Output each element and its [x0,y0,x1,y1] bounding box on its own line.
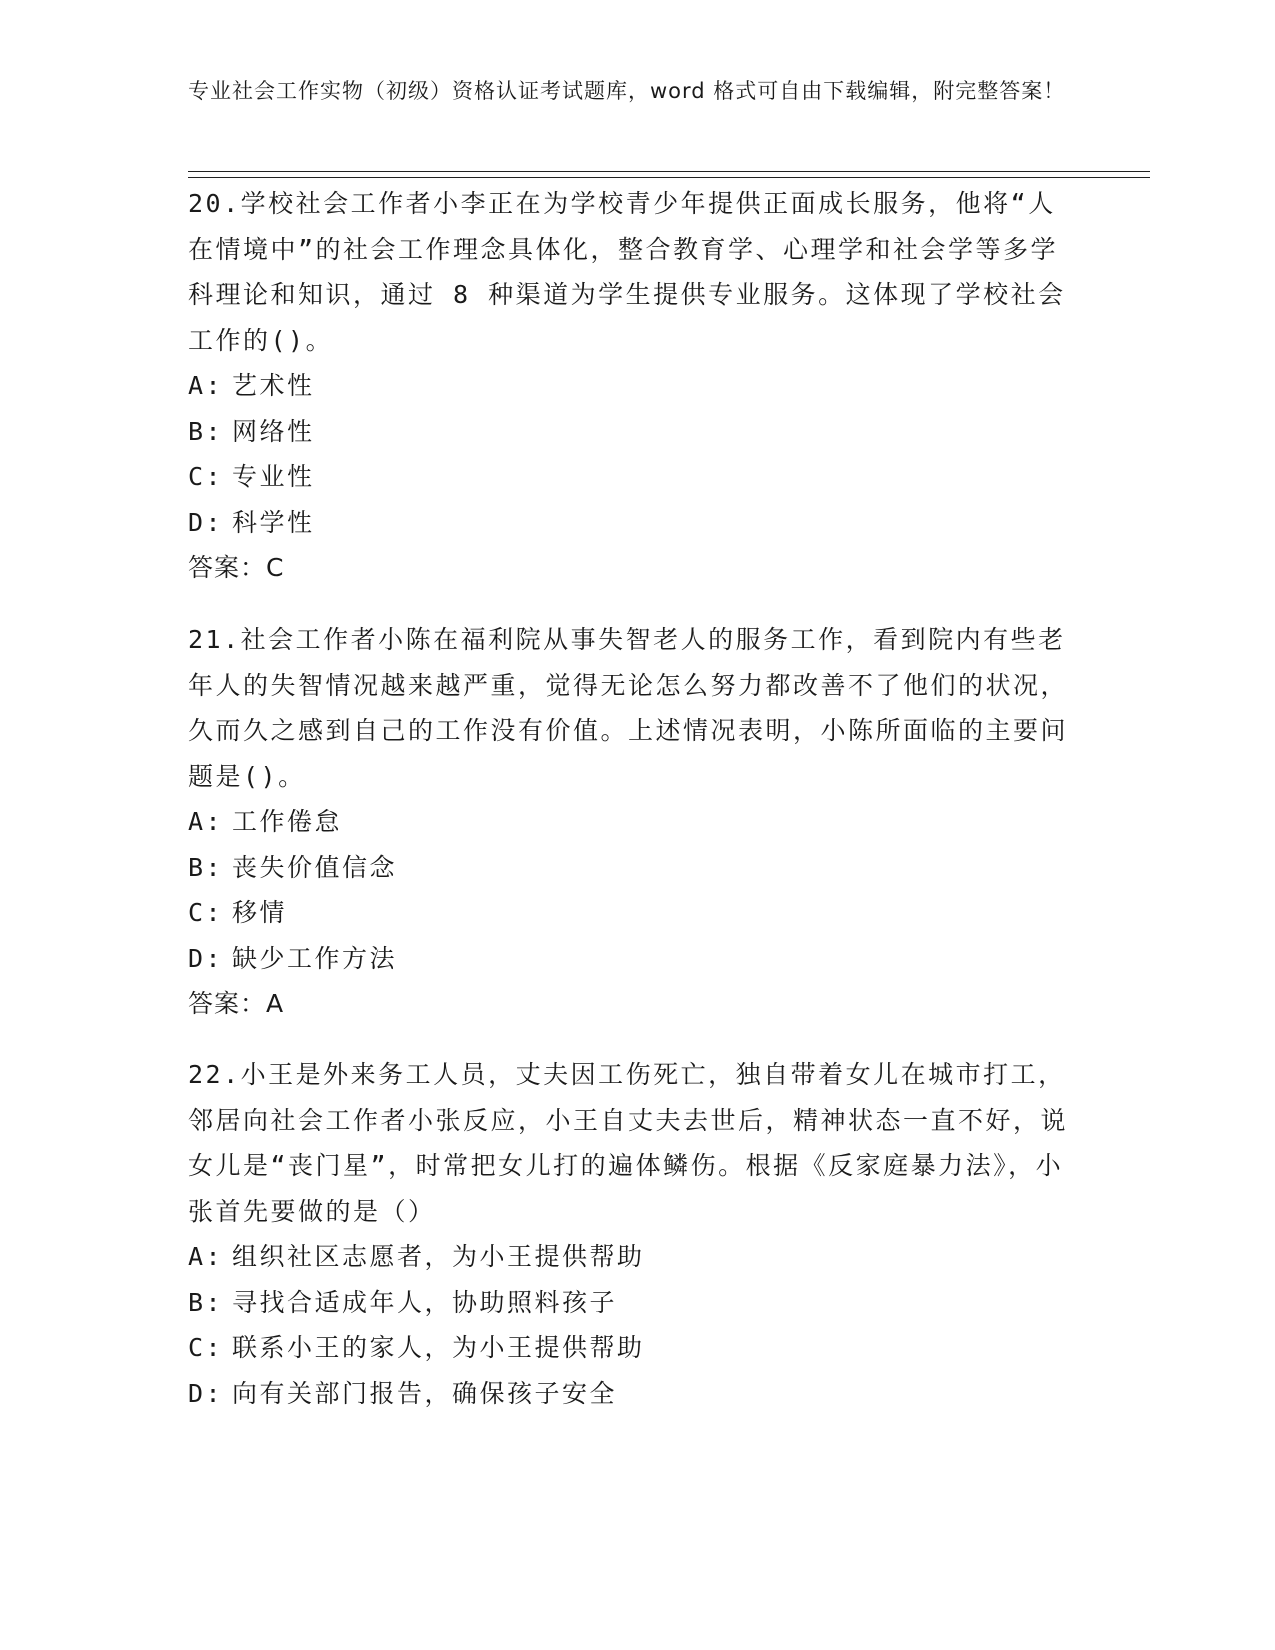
question-21 [188,617,1068,1027]
option-c [188,1325,1068,1371]
question-stem: 21.社会工作者小陈在福利院从事失智老人的服务工作，看到院内有些老年人的失智情况越来越严重，觉得无论怎么努力都改善不了他们的状况，久而久之感到自己的工作没有价值。上述情况表明，小陈所面临的主要问题是()。 [188,625,1069,791]
option-text: 寻找合适成年人，协助照料孩子 [232,1287,618,1317]
option-text: 工作倦怠 [232,807,343,836]
option-d [188,500,1068,546]
option-b [188,1280,1068,1326]
option-key: A: [188,371,224,400]
option-key: D: [188,1378,224,1408]
option-key: D: [188,507,224,537]
option-c [188,890,1068,936]
option-text: 联系小王的家人，为小王提供帮助 [232,1333,645,1362]
option-c [188,454,1068,500]
option-key: A: [188,1242,224,1271]
option-a [188,1234,1068,1280]
option-key: C: [188,1333,224,1362]
option-a [188,363,1068,409]
option-text: 艺术性 [232,371,315,400]
option-text: 丧失价值信念 [232,852,398,882]
question-22 [188,1052,1068,1416]
option-key: B: [188,1287,224,1317]
header-divider-bottom [188,177,1150,178]
option-key: A: [188,807,224,836]
header-divider-top [188,171,1150,172]
option-d [188,1371,1068,1417]
page-header: 专业社会工作实物（初级）资格认证考试题库，word 格式可自由下载编辑，附完整答案！ [188,79,1066,103]
option-key: D: [188,943,224,973]
option-text: 缺少工作方法 [232,943,398,973]
option-d [188,936,1068,982]
question-stem: 22.小王是外来务工人员，丈夫因工伤死亡，独自带着女儿在城市打工，邻居向社会工作者小张反应，小王自丈夫去世后，精神状态一直不好，说女儿是“丧门星”，时常把女儿打的遍体鳞伤。根据《反家庭暴力法》，小张首先要做的是（） [188,1060,1069,1226]
question-stem: 20.学校社会工作者小李正在为学校青少年提供正面成长服务，他将“人在情境中”的社会工作理念具体化，整合教育学、心理学和社会学等多学科理论和知识，通过 8 种渠道为学生提供专业服务。这体现了学校社会工作的()。 [188,189,1066,355]
option-key: B: [188,852,224,882]
option-key: B: [188,416,224,446]
option-text: 组织社区志愿者，为小王提供帮助 [232,1242,645,1271]
answer: 答案：A [188,989,285,1018]
option-key: C: [188,898,224,927]
option-text: 网络性 [232,416,315,446]
option-b [188,845,1068,891]
option-key: C: [188,462,224,491]
option-a [188,799,1068,845]
option-text: 向有关部门报告，确保孩子安全 [232,1378,618,1408]
option-text: 移情 [232,898,288,927]
answer: 答案：C [188,553,285,582]
option-b [188,409,1068,455]
option-text: 专业性 [232,462,315,491]
question-20 [188,181,1068,591]
option-text: 科学性 [232,507,315,537]
